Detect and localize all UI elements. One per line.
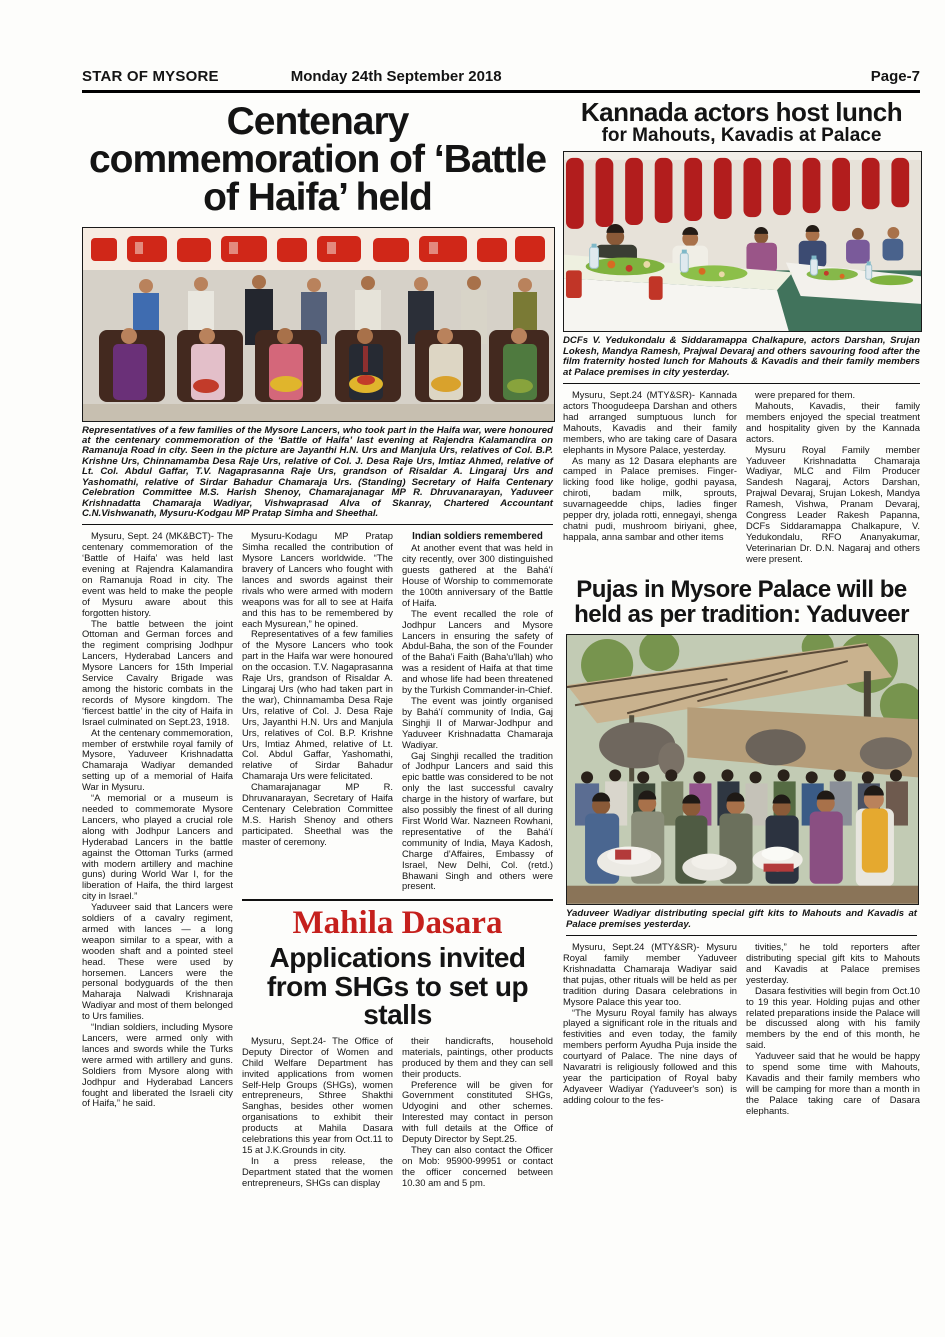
pujas-headline: Pujas in Mysore Palace will be held as per tradition: Yaduveer: [574, 575, 909, 629]
pujas-photo: [563, 634, 920, 936]
body-paragraph: their handicrafts, household materials, paintings, other products produced by them and they can sell their products.: [402, 1034, 554, 1079]
haifa-column-1: [82, 531, 233, 1188]
masthead: STAR OF MYSORE: [82, 68, 219, 85]
lunch-photo: [563, 151, 920, 384]
pujas-article: [563, 577, 920, 1117]
body-paragraph: Mysuru Royal Family member Yaduveer Krishnadatta Chamaraja Wadiyar, MLC and Film Producer Sandesh Nagaraj, Actors Darshan, Prajwal Devaraj, Srujan Lokesh, Mandya Ramesh, Vishwa, Pranam Devaraj, Congress Leader Rakesh Papanna, DCFs Siddaramappa Chalkapure, V. Yedukondalu, RFO Ananyakumar, Veterinarian Dr. D.N. Nagaraj and others were present.: [746, 443, 920, 564]
right-column: [563, 97, 920, 1189]
body-paragraph: They can also contact the Officer on Mob: 95900-99951 or contact the officer concerned between 10.30 am and 5 pm.: [402, 1144, 554, 1188]
body-paragraph: were prepared for them.: [755, 389, 856, 401]
body-paragraph: Chamarajanagar MP R. Dhruvanarayan, Secretary of Haifa Centenary Celebration Committee M.S. Harish Shenoy and others participated. Sheethal was the master of ceremony.: [241, 781, 393, 847]
body-paragraph: Mysuru, Sept.24 (MTY&SR)- Mysuru Royal family member Yaduveer Krishnadatta Chamaraja Wadiyar said that pujas, other rituals will be held as per tradition during Dasara celebrations in Mysore Palace this year too.: [563, 941, 737, 1007]
body-paragraph: Yaduveer said that he would be happy to spend some time with Mahouts, Kavadis and their family members who will be camping for more than a month in the Palace taking care of Dasara elephants.: [746, 1050, 920, 1116]
body-paragraph: Preference will be given for Government constituted SHGs, Udyogini and other schemes. Interested may contact in person with full details at the Office of Deputy Director by Sept.25.: [402, 1078, 554, 1145]
body-paragraph: Gaj Singhji recalled the tradition of Jodhpur Lancers and said this epic battle was considered to be not only the last successful cavalry charge in the history of warfare, but also possibly the finest of all during First World War. Nazneen Rowhani, representative of the Bahá'í community of India, Maya Kadosh, Charge d'Affaires, Embassy of Israel, New Delhi, Col. (retd.) Bhawani Singh and others were present.: [402, 749, 554, 892]
body-paragraph: “Indian soldiers, including Mysore Lancers, were armed only with lances and swords while the Turks were armed with artillery and guns. Soldiers from Mysore along with Jodhpur and Hyderabad Lancers fought and liberated the Israeli city of Haifa,” he said.: [82, 1021, 233, 1109]
page-header: [82, 68, 920, 93]
haifa-photo-caption: Representatives of a few families of the Mysore Lancers, who took part in the Haifa war, were honoured at the centenary commemoration of the ‘Battle of Haifa’ last evening at Rajendra Kalamandira on Ramanuja Road in city. Seen in the picture are Jayanthi H.N. Urs and Manjula Urs, relatives of Col. B.P. Krishne Urs, Chinnamamba Desa Raje Urs, relative of Col. J. Desa Raje Urs, Imtiaz Ahmed, relative of Lt. Col. Abdul Gaffar, T.V. Nagaprasanna Raje Urs, grandson of Risaldar A. Lingaraj Urs and Yashomathi, relative of Sirdar Bahadur Chamaraja Urs. (Standing) Secretary of Haifa Centenary Celebration Committee M.S. Harish Shenoy, Chamarajanagar MP R. Dhruvanarayan, Yaduveer Krishnadatta Chamaraja Wadiyar, Vishwaprasad Alva of Skanray, Chartered Accountant C.N.Vishwanath, Mysuru-Kodgau MP Pratap Simha and Sheethal.: [82, 422, 553, 526]
body-paragraph: In a press release, the Department stated that the women entrepreneurs, SHGs can display: [241, 1154, 393, 1188]
lunch-photo-caption: DCFs V. Yedukondalu & Siddaramappa Chalkapure, actors Darshan, Srujan Lokesh, Mandya Ramesh, Prajwal Devaraj and others savouring food after the film fraternity hosted lunch for Mahouts & Kavadis and their family members at Palace premises in city yesterday.: [563, 332, 920, 384]
lunch-article: [563, 99, 920, 565]
haifa-column-2: [242, 531, 393, 892]
haifa-photo-illustration: [82, 227, 555, 422]
haifa-subheading: Indian soldiers remembered: [412, 531, 543, 543]
mahila-column-2: [402, 1036, 553, 1189]
body-paragraph: The battle between the joint Ottoman and German forces and the regiment comprising Jodhpur Lancers, Hyderabad Lancers and Mysore Lancers for 15th Imperial Service Cavalry Brigade was among the historic combats in the records of Mysore kingdom. The ‘fiercest battle’ in the city of Haifa in Israel culminated on Sept.23, 1918.: [82, 617, 233, 727]
body-paragraph: The event was jointly organised by Bahá'í community of India, Gaj Singhji II of Marwar-Jodhpur and Yaduveer Krishnadatta Chamaraja Wadiyar.: [402, 695, 554, 750]
lunch-column-2: [746, 390, 920, 565]
page-number: Page-7: [870, 68, 920, 85]
haifa-article: [82, 97, 553, 1189]
lunch-headline-line2: for Mahouts, Kavadis at Palace: [601, 125, 882, 146]
lunch-column-1: [563, 390, 737, 565]
body-paragraph: At the centenary commemoration, member of erstwhile royal family of Mysore, Yaduveer Krishnadatta Chamaraja Wadiyar demanded setting up of a memorial of Haifa War in Mysuru.: [82, 726, 233, 793]
body-paragraph: As many as 12 Dasara elephants are camped in Palace premises. Finger-licking food like holige, godhi payasa, chiroti, badam milk, sprouts, suvarnageedde chips, ladies finger pepper dry, jolada rotti, ennegayi, shenga chatni pudi, mushroom biriyani, ghee, happala, anna sambar and other items: [563, 454, 737, 542]
haifa-headline: Centenary commemoration of ‘Battle of Haifa’ held: [88, 100, 547, 220]
body-paragraph: Mysuru-Kodagu MP Pratap Simha recalled the contribution of Mysore Lancers worldwide. “The bravery of Lancers who fought with lances and swords against their rivals who were armed with modern weapons was for all to see at Haifa and this has to be remembered by each Mysurean,” he opined.: [241, 530, 393, 629]
mahila-article: [242, 899, 553, 1188]
body-paragraph: Mahouts, Kavadis, their family members enjoyed the special treatment and hospitality given by the Kannada actors.: [746, 400, 920, 444]
body-paragraph: The event recalled the role of Jodhpur Lancers and Mysore Lancers in ensuring the safety of Abdul-Baha, the son of the Founder of the Baha'i Faith (Baha'u'llah) who was a resident of Haifa at that time and whose life had been threatened by the Turkish Commander-in-Chief.: [402, 607, 554, 696]
mahila-column-1: [242, 1036, 393, 1189]
body-paragraph: Mysuru, Sept.24 (MTY&SR)- Kannada actors Thoogudeepa Darshan and others had arranged sumptuous lunch for Mahouts, Kavadis and their family members, who are taking care of Dasara elephants in Mysore Palace, yesterday.: [563, 389, 737, 455]
lunch-photo-illustration: [563, 151, 922, 332]
issue-date: Monday 24th September 2018: [290, 68, 502, 85]
body-paragraph: “A memorial or a museum is needed to commemorate Mysore Lancers, who played a crucial role along with Jodhpur Lancers and Hyderabad Lancers in the battle against the Ottoman Turks (armed with modern artillery and machine guns) during World War I, for the liberation of Haifa, the third largest city in Israel.”: [82, 792, 233, 902]
haifa-photo: [82, 227, 553, 526]
body-paragraph: “The Mysuru Royal family has always played a significant role in the rituals and festivities and even today, the family members perform Ayudha Puja inside the courtyard of Palace. The nine days of Navaratri is religiously followed and this year the participation of Royal baby Adyaveer Wadiyar (Yaduveer's son) is adding colour to the fes-: [563, 1006, 737, 1105]
pujas-photo-illustration: [566, 634, 919, 905]
pujas-photo-caption: Yaduveer Wadiyar distributing special gift kits to Mahouts and Kavadis at Palace premises yesterday.: [566, 905, 917, 936]
haifa-column-3: [402, 531, 553, 892]
body-paragraph: Dasara festivities will begin from Oct.10 to 19 this year. Holding pujas and other related preparations inside the Palace will be discussed along with his family members by the end of this month, he said.: [746, 984, 920, 1051]
mahila-headline: Applications invited from SHGs to set up stalls: [266, 942, 529, 1031]
lunch-headline-line1: Kannada actors host lunch: [580, 97, 903, 127]
body-paragraph: tivities,” he told reporters after distributing special gift kits to Mahouts and Kavadis at Palace premises yesterday.: [746, 941, 920, 985]
pujas-column-1: [563, 942, 737, 1117]
body-paragraph: At another event that was held in city recently, over 300 distinguished guests gathered at the Bahá'í House of Worship to commemorate the 100th anniversary of the Battle of Haifa.: [402, 542, 554, 608]
body-paragraph: Representatives of a few families of the Mysore Lancers who took part in the Haifa war were honoured on the occasion. T.V. Nagaprasanna Raje Urs, grandson of Risaldar A. Lingaraj Urs (who had taken part in the war), Chinnamamba Desa Raje Urs, relative of Col. J. Desa Raje Urs, Jayanthi H.N. Urs and Manjula Urs, relatives of Col. B.P. Krishne Urs, Imtiaz Ahmed, relative of Lt. Col. Abdul Gaffar, Yashomathi, relative of Sirdar Bahadur Chamaraja Urs were felicitated.: [241, 628, 393, 782]
body-paragraph: Mysuru, Sept.24- The Office of Deputy Director of Women and Child Welfare Department has invited applications from women Self-Help Groups (SHGs), women entrepreneurs, Sthree Shakthi Sanghas, besides other women organisations to exhibit their products at Mahila Dasara celebrations this year from Oct.11 to 15 at J.K.Grounds in city.: [241, 1034, 393, 1156]
body-paragraph: Yaduveer said that Lancers were soldiers of a cavalry regiment, armed with lances — a long weapon similar to a spear, with a wooden shaft and a pointed steel head. These were used by horsemen. Lancers were the personal bodyguards of the then Maharaja Nalwadi Krishnaraja Wadiyar and most of them belonged to Urs families.: [82, 901, 233, 1022]
body-paragraph: Mysuru, Sept. 24 (MK&BCT)- The centenary commemoration of the ‘Battle of Haifa’ was held last evening at Rajendra Kalamandira on Ramanuja Road in city. The event was held to make the people of Mysuru aware about this forgotten history.: [82, 530, 233, 618]
mahila-kicker: Mahila Dasara: [292, 905, 503, 942]
pujas-column-2: [746, 942, 920, 1117]
